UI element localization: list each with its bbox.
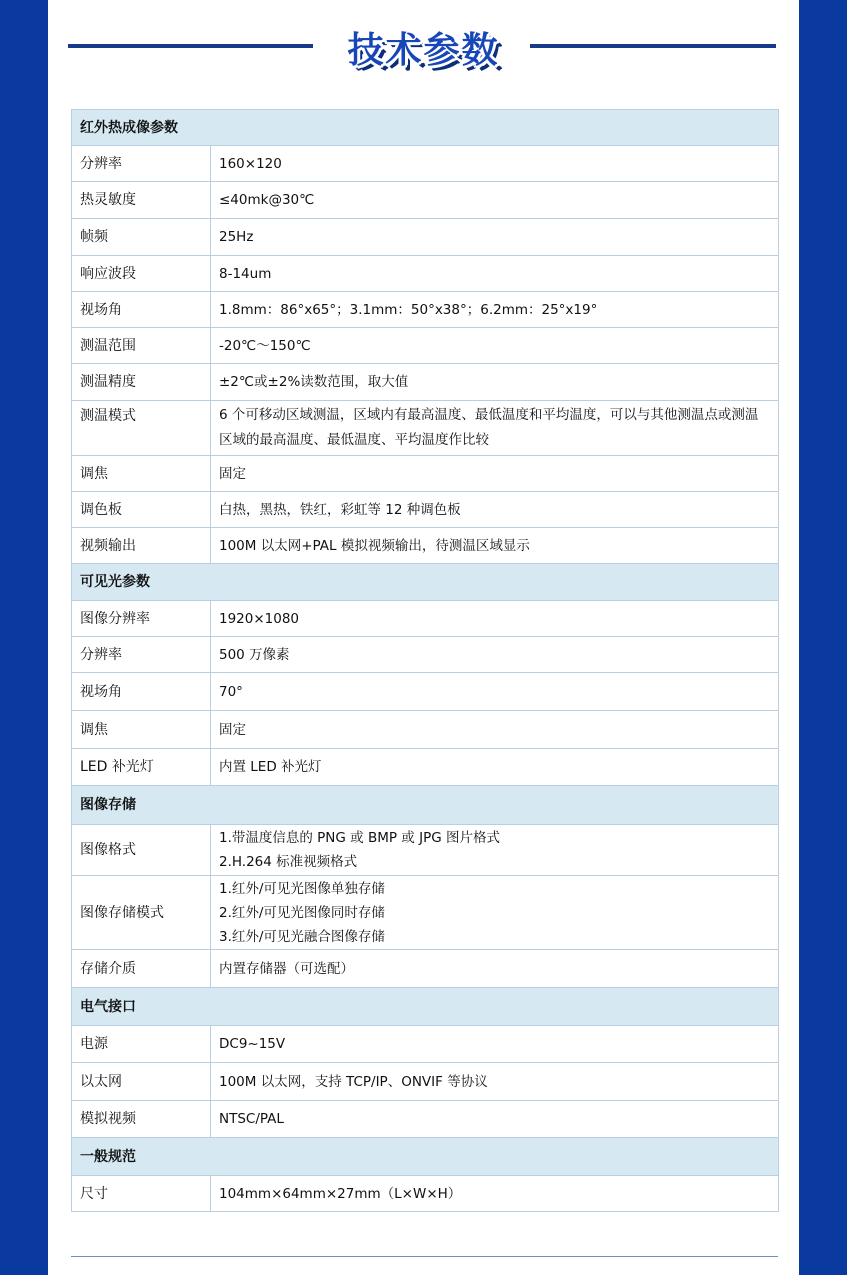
row-label: 调焦 xyxy=(72,456,211,492)
table-row xyxy=(72,256,779,292)
section-title: 一般规范 xyxy=(72,1138,779,1176)
row-value: 内置存储器（可选配） xyxy=(211,950,779,988)
value-line: 2.红外/可见光图像同时存储 xyxy=(219,904,385,921)
row-label: 模拟视频 xyxy=(72,1101,211,1138)
row-label: LED 补光灯 xyxy=(72,749,211,786)
section-title: 红外热成像参数 xyxy=(72,110,779,146)
row-value: 160×120 xyxy=(211,146,779,182)
value-line: 1.带温度信息的 PNG 或 BMP 或 JPG 图片格式 xyxy=(219,830,500,846)
row-label: 响应波段 xyxy=(72,256,211,292)
section-header-storage xyxy=(72,786,779,825)
table-row xyxy=(72,401,779,456)
row-value: 1920×1080 xyxy=(211,601,779,637)
section-title: 可见光参数 xyxy=(72,564,779,601)
bottom-divider xyxy=(71,1256,778,1257)
table-row xyxy=(72,219,779,256)
row-value: 8-14um xyxy=(211,256,779,292)
section-title: 图像存储 xyxy=(72,786,779,825)
row-value: DC9~15V xyxy=(211,1026,779,1063)
table-row xyxy=(72,328,779,364)
row-value xyxy=(211,876,779,950)
row-value: 6 个可移动区域测温，区域内有最高温度、最低温度和平均温度，可以与其他测温点或测温区域的最高温度、最低温度、平均温度作比较 xyxy=(211,401,779,456)
row-value: 固定 xyxy=(211,711,779,749)
row-label: 测温精度 xyxy=(72,364,211,401)
row-value: 100M 以太网，支持 TCP/IP、ONVIF 等协议 xyxy=(211,1063,779,1101)
value-line: 3.红外/可见光融合图像存储 xyxy=(219,928,385,945)
row-label: 热灵敏度 xyxy=(72,182,211,219)
table-row xyxy=(72,1026,779,1063)
row-label: 存储介质 xyxy=(72,950,211,988)
row-label: 分辨率 xyxy=(72,637,211,673)
table-row xyxy=(72,673,779,711)
row-label: 尺寸 xyxy=(72,1176,211,1212)
section-header-electrical xyxy=(72,988,779,1026)
row-label: 分辨率 xyxy=(72,146,211,182)
table-row xyxy=(72,601,779,637)
row-value: 白热，黑热，铁红，彩虹等 12 种调色板 xyxy=(211,492,779,528)
row-label: 调焦 xyxy=(72,711,211,749)
table-row xyxy=(72,637,779,673)
row-value: 内置 LED 补光灯 xyxy=(211,749,779,786)
page-title: 技术参数 xyxy=(347,30,500,71)
row-label: 测温模式 xyxy=(72,401,211,456)
row-label: 视频输出 xyxy=(72,528,211,564)
table-row xyxy=(72,182,779,219)
table-row xyxy=(72,749,779,786)
table-row xyxy=(72,364,779,401)
table-row xyxy=(72,292,779,328)
row-value xyxy=(211,825,779,876)
section-header-infrared xyxy=(72,110,779,146)
row-label: 以太网 xyxy=(72,1063,211,1101)
table-row xyxy=(72,528,779,564)
row-label: 视场角 xyxy=(72,292,211,328)
right-border-band xyxy=(799,0,847,1275)
row-value: 100M 以太网+PAL 模拟视频输出，待测温区域显示 xyxy=(211,528,779,564)
row-value: ±2℃或±2%读数范围，取大值 xyxy=(211,364,779,401)
row-label: 电源 xyxy=(72,1026,211,1063)
left-border-band xyxy=(0,0,48,1275)
row-label: 帧频 xyxy=(72,219,211,256)
section-header-visible xyxy=(72,564,779,601)
row-label: 测温范围 xyxy=(72,328,211,364)
value-line: 2.H.264 标准视频格式 xyxy=(219,854,358,870)
row-value: 104mm×64mm×27mm（L×W×H） xyxy=(211,1176,779,1212)
section-title: 电气接口 xyxy=(72,988,779,1026)
row-label: 调色板 xyxy=(72,492,211,528)
table-row xyxy=(72,950,779,988)
row-value: ≤40mk@30℃ xyxy=(211,182,779,219)
row-value: 500 万像素 xyxy=(211,637,779,673)
row-value: NTSC/PAL xyxy=(211,1101,779,1138)
row-value: -20℃～150℃ xyxy=(211,328,779,364)
row-value: 1.8mm：86°x65°；3.1mm：50°x38°；6.2mm：25°x19° xyxy=(211,292,779,328)
value-line: 1.红外/可见光图像单独存储 xyxy=(219,880,385,897)
row-value: 25Hz xyxy=(211,219,779,256)
table-row xyxy=(72,146,779,182)
section-header-general xyxy=(72,1138,779,1176)
row-value: 70° xyxy=(211,673,779,711)
table-row xyxy=(72,825,779,876)
row-value: 固定 xyxy=(211,456,779,492)
row-label: 图像分辨率 xyxy=(72,601,211,637)
table-row xyxy=(72,1176,779,1212)
row-label: 图像存储模式 xyxy=(72,876,211,950)
row-label: 视场角 xyxy=(72,673,211,711)
table-row xyxy=(72,1063,779,1101)
row-label: 图像格式 xyxy=(72,825,211,876)
table-row xyxy=(72,456,779,492)
spec-table xyxy=(71,109,779,1212)
table-row xyxy=(72,492,779,528)
table-row xyxy=(72,711,779,749)
table-row xyxy=(72,876,779,950)
table-row xyxy=(72,1101,779,1138)
